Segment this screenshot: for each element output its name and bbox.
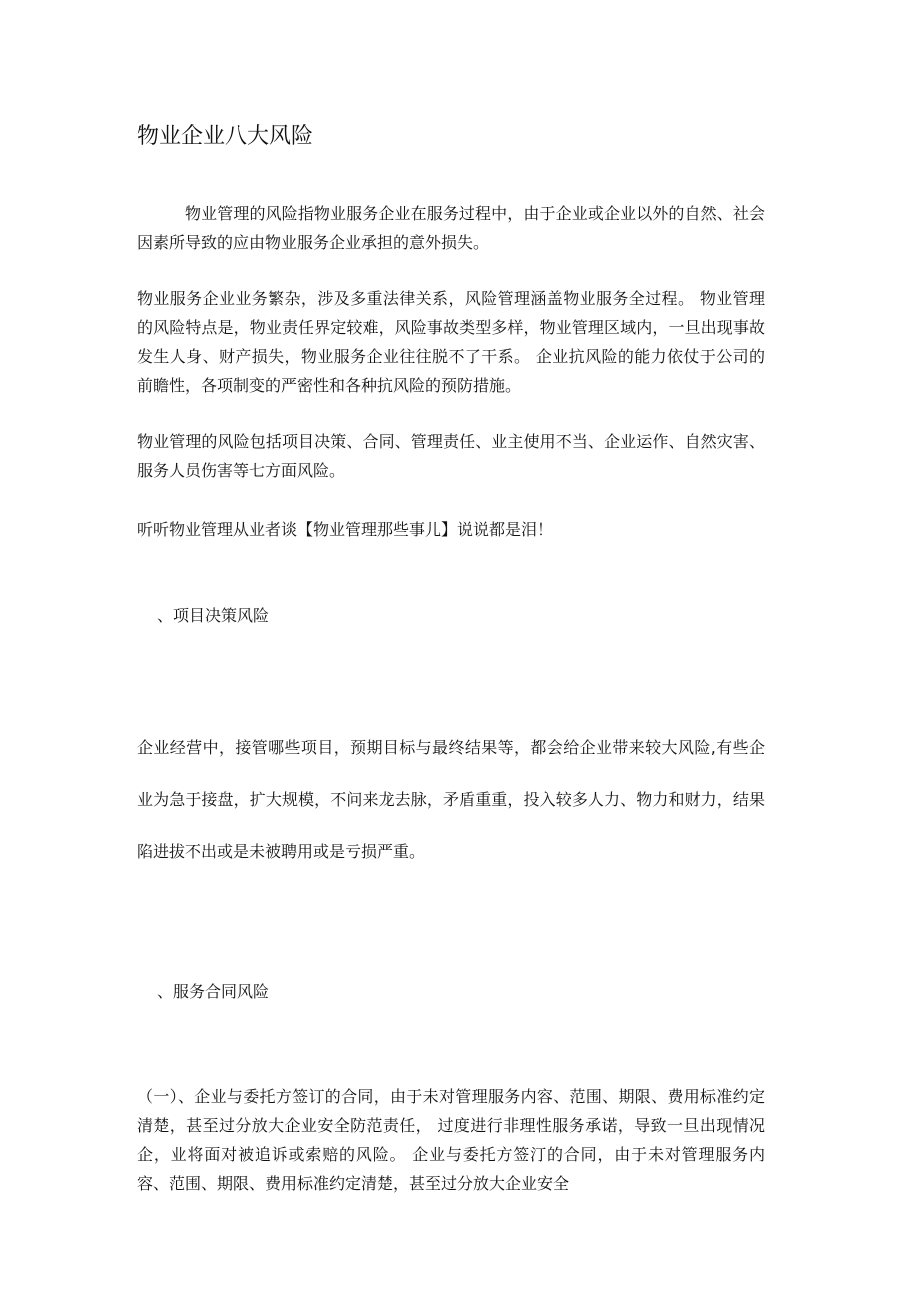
risk-characteristics-paragraph: 物业服务企业业务繁杂，涉及多重法律关系，风险管理涵盖物业服务全过程。 物业管理的风险特点是，物业责任界定较难，风险事故类型多样，物业管理区域内，一旦出现事故发生人身、财产损失，物业服务企业往往脱不了干系。 企业抗风险的能力依仗于公司的前瞻性，各项制变的严密性和各种抗风险的预防措施。 [137, 289, 765, 395]
intro-paragraph: 物业管理的风险指物业服务企业在服务过程中，由于企业或企业以外的自然、社会因素所导致的应由物业服务企业承担的意外损失。 [137, 204, 765, 252]
page-title: 物业企业八大风险 [137, 124, 314, 149]
project-decision-paragraph: 企业经营中，接管哪些项目，预期目标与最终结果等，都会给企业带来较大风险,有些企业为急于接盘，扩大规模，不问来龙去脉，矛盾重重，投入较多人力、物力和财力，结果陷进拔不出或是未被聘用或是亏损严重。 [137, 738, 765, 861]
section-heading-service-contract: 、服务合同风险 [157, 982, 270, 1001]
practitioner-note-paragraph: 听听物业管理从业者谈【物业管理那些事儿】说说都是泪！ [137, 520, 554, 539]
risk-categories-paragraph: 物业管理的风险包括项目决策、合同、管理责任、业主使用不当、企业运作、自然灾害、服务人员伤害等七方面风险。 [137, 432, 765, 480]
service-contract-paragraph: （一）、企业与委托方签订的合同，由于未对管理服务内容、范围、期限、费用标准约定清楚，甚至过分放大企业安全防范责任， 过度进行非理性服务承诺，导致一旦出现情况企，业将面对被追诉或索赔的风险。 企业与委托方签汀的合同，由于未对管理服务内容、范围、期限、费用标准约定清楚，甚至过分放大企业安全 [137, 1087, 765, 1193]
section-heading-project-decision: 、项目决策风险 [157, 606, 270, 625]
